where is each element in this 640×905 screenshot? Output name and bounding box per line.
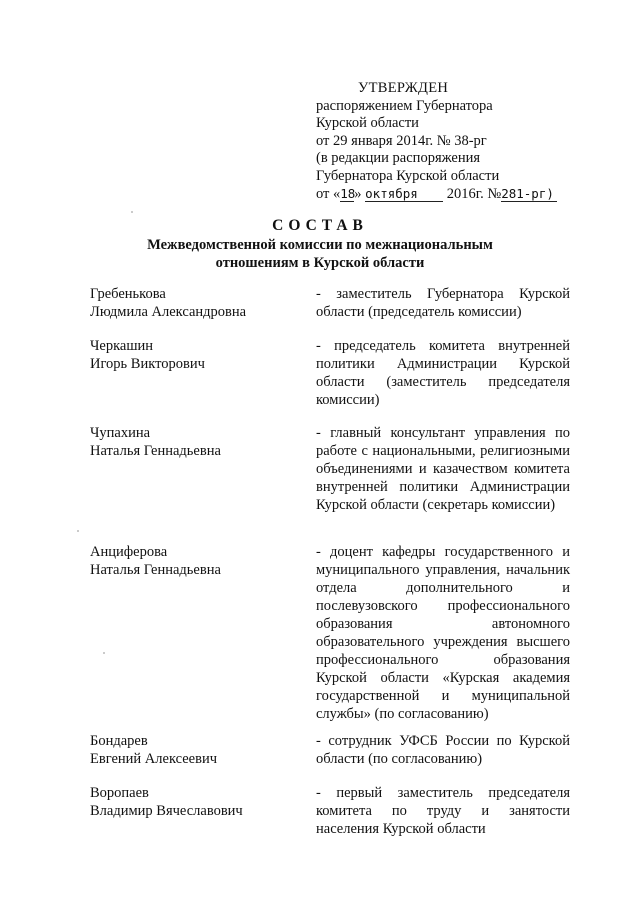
member-role: - заместитель Губернатора Курской области (председатель комиссии) [316,286,570,320]
approval-stamp [316,80,616,203]
member-role: - главный консультант управления по работе с национальными, религиозными объединениями и казачеством комитета внутренней политики Администрации Курской области (секретарь комиссии) [316,425,570,513]
revision-number: 281-рг) [501,187,557,202]
member-name [90,424,300,460]
member-surname: Черкашин [90,338,154,354]
approval-line-5: Губернатора Курской области [316,167,500,184]
member-role: - сотрудник УФСБ России по Курской области (по согласованию) [316,733,570,767]
member-given-name: Наталья Геннадьевна [90,562,221,578]
member-given-name: Игорь Викторович [90,356,205,372]
member-surname: Воропаев [90,785,149,801]
scan-speck [77,530,79,532]
member-given-name: Людмила Александровна [90,304,247,320]
member-name [90,337,300,373]
revision-line [316,186,616,204]
member-given-name: Евгений Алексеевич [90,751,218,767]
member-role: - первый заместитель председателя комитета по труду и занятости населения Курской области [316,785,570,837]
revision-quote-close: » [354,185,362,202]
member-name [90,543,300,579]
approval-line-1: распоряжением Губернатора [316,97,493,114]
member-role: - председатель комитета внутренней политики Администрации Курской области (заместитель председателя комиссии) [316,338,570,408]
member-given-name: Владимир Вячеславович [90,803,243,819]
scan-speck [131,211,133,213]
member-surname: Анциферова [90,544,168,560]
document-subtitle-line-2: отношениям в Курской области [215,255,425,271]
revision-day: 18 [340,185,356,201]
member-name [90,784,300,820]
member-given-name: Наталья Геннадьевна [90,443,221,459]
approval-line-3: от 29 января 2014г. № 38-рг [316,132,487,149]
member-role: - доцент кафедры государственного и муниципального управления, начальник отдела дополнительного и послевузовского профессионального образования автономного образовательного учреждения высшего профессионального образования Курской области «Курская академия государственной и муниципальной службы» (по согласованию) [316,544,570,722]
member-name [90,732,300,768]
revision-prefix: от « [316,185,341,202]
member-surname: Чупахина [90,425,151,441]
member-surname: Гребенькова [90,286,166,302]
member-surname: Бондарев [90,733,148,749]
revision-year: 2016г. № [446,185,502,202]
member-name [90,285,300,321]
approval-line-4: (в редакции распоряжения [316,150,481,167]
document-subtitle-line-1: Межведомственной комиссии по межнациональным [147,237,493,253]
approval-title: УТВЕРЖДЕН [358,80,449,96]
document-title: СОСТАВ [272,217,368,234]
revision-month: октября [365,187,443,202]
approval-line-2: Курской области [316,115,419,132]
scan-speck [103,652,105,654]
document-heading [0,216,640,272]
